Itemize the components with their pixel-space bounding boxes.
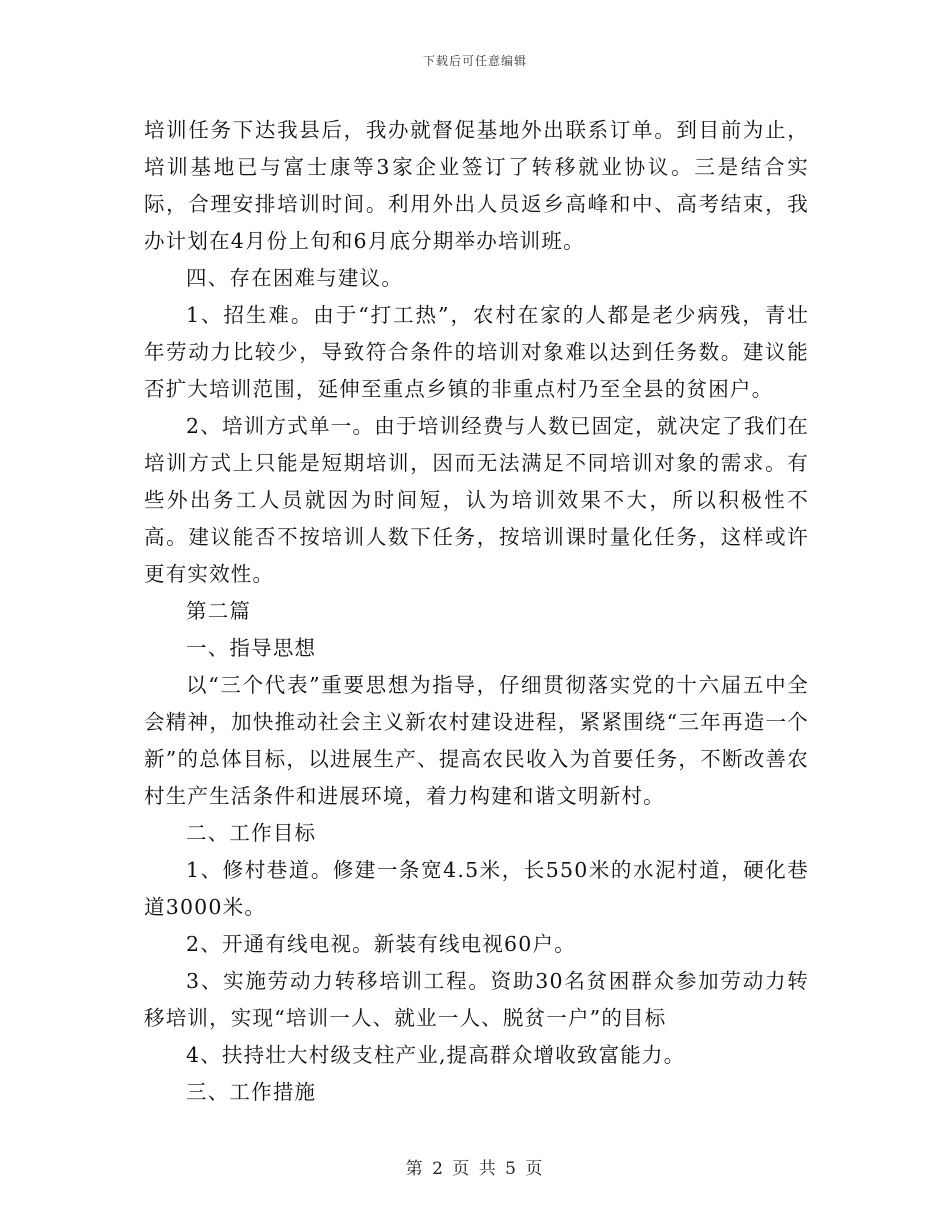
paragraph-single-training-method: 2、培训方式单一。由于培训经费与人数已固定，就决定了我们在培训方式上只能是短期培训，因而无法满足不同培训对象的需求。有些外出务工人员就因为时间短，认为培训效果不大，所以积极性不高。建议能否不按培训人数下任务，按培训课时量化任务，这样或许更有实效性。: [144, 414, 809, 586]
section-heading-difficulties: 四、存在困难与建议。: [186, 266, 404, 290]
paragraph-enrollment-difficulty: 1、招生难。由于“打工热”，农村在家的人都是老少病残，青壮年劳动力比较少，导致符合条件的培训对象难以达到任务数。建议能否扩大培训范围，延伸至重点乡镇的非重点村乃至全县的贫困户。: [144, 303, 809, 401]
paragraph-goal-industry: 4、扶持壮大村级支柱产业,提高群众增收致富能力。: [186, 1043, 686, 1067]
section-heading-work-goals: 二、工作目标: [186, 821, 317, 845]
chapter-heading-second: 第二篇: [186, 599, 252, 623]
paragraph-guiding-ideology: 以“三个代表”重要思想为指导，仔细贯彻落实党的十六届五中全会精神，加快推动社会主义新农村建设进程，紧紧围绕“三年再造一个新”的总体目标，以进展生产、提高农民收入为首要任务，不断改善农村生产生活条件和进展环境，着力构建和谐文明新村。: [144, 673, 809, 808]
page-number-footer: 第 2 页 共 5 页: [405, 1159, 545, 1179]
section-heading-guiding-ideology: 一、指导思想: [186, 636, 317, 660]
paragraph-goal-labor-training: 3、实施劳动力转移培训工程。资助30名贫困群众参加劳动力转移培训，实现“培训一人、就业一人、脱贫一户”的目标: [144, 969, 809, 1030]
page-header: 下载后可任意编辑: [422, 54, 527, 68]
paragraph-training-orders: 培训任务下达我县后，我办就督促基地外出联系订单。到目前为止，培训基地已与富士康等3家企业签订了转移就业协议。三是结合实际，合理安排培训时间。利用外出人员返乡高峰和中、高考结束，我办计划在4月份上旬和6月底分期举办培训班。: [144, 118, 809, 253]
paragraph-goal-cable-tv: 2、开通有线电视。新装有线电视60户。: [186, 932, 576, 956]
document-body: [144, 112, 809, 1111]
paragraph-goal-roads: 1、修村巷道。修建一条宽4.5米，长550米的水泥村道，硬化巷道3000米。: [144, 858, 809, 919]
section-heading-work-measures: 三、工作措施: [186, 1080, 317, 1104]
